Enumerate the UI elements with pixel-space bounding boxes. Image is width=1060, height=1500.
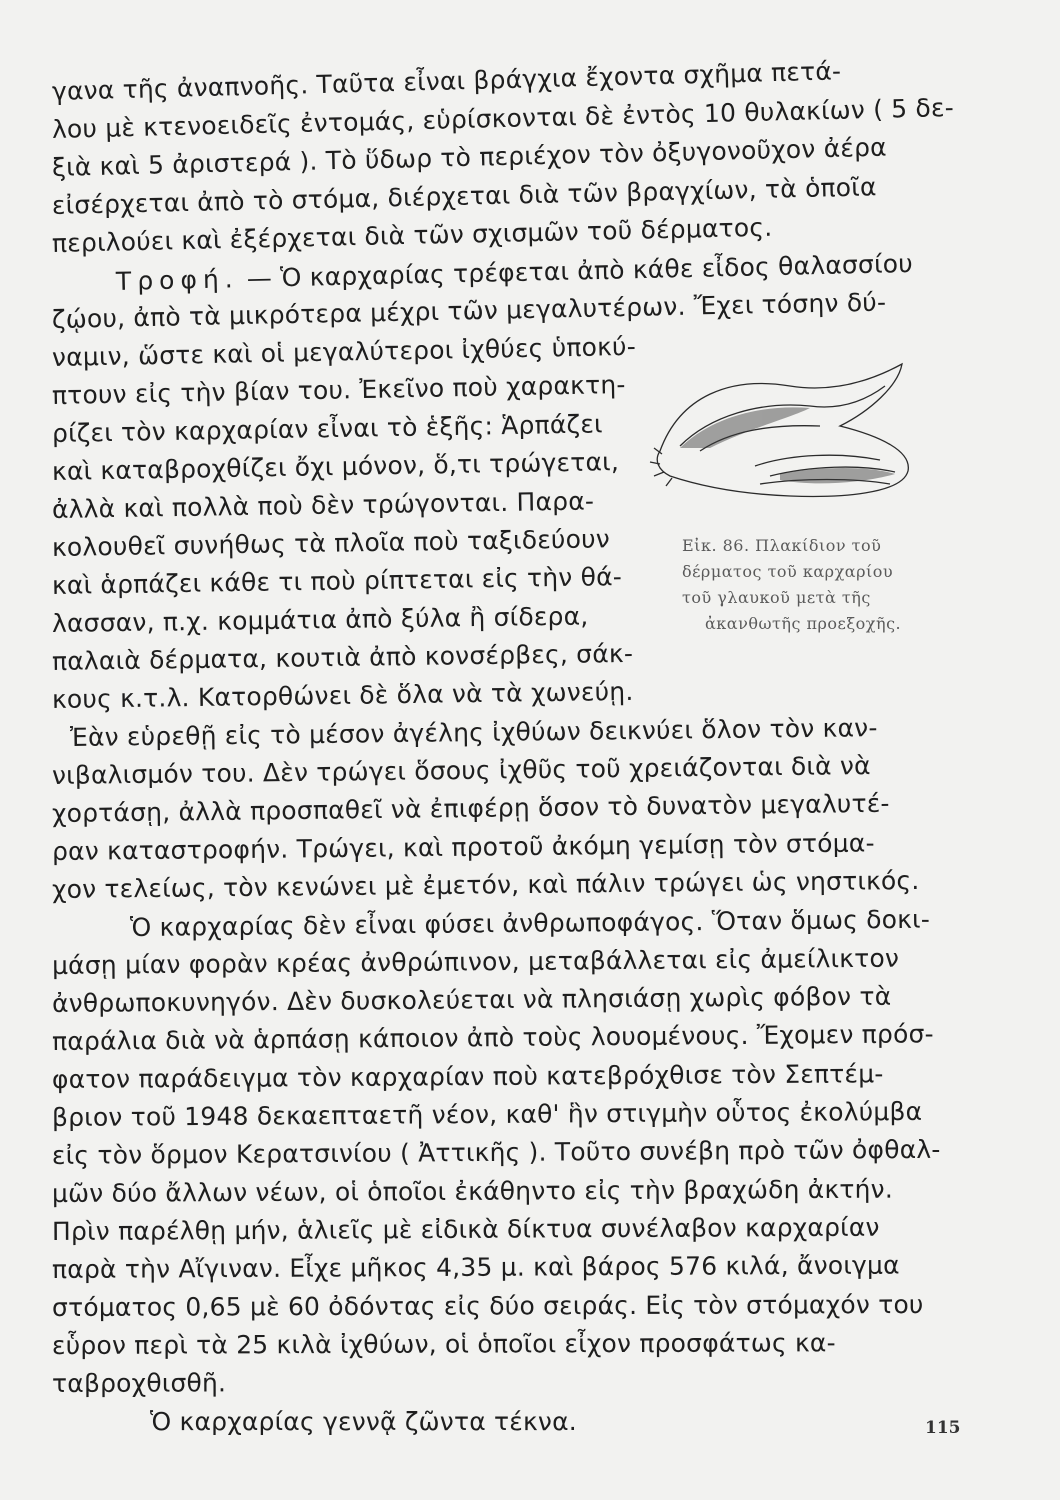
body-line: καὶ καταβροχθίζει ὄχι μόνον, ὅ,τι τρώγεται, xyxy=(51,447,620,486)
section-heading-trofi: Τροφή. xyxy=(115,264,240,296)
body-line: βριον τοῦ 1948 δεκαεπταετῆ νέον, καθ' ἣν στιγμὴν οὗτος ἐκολύμβα xyxy=(51,1096,923,1132)
body-line: καὶ ἁρπάζει κάθε τι ποὺ ρίπτεται εἰς τὴν θά- xyxy=(51,562,623,600)
figure-caption-line: δέρματος τοῦ καρχαρίου xyxy=(682,562,894,581)
body-line: χορτάσῃ, ἀλλὰ προσπαθεῖ νὰ ἐπιφέρῃ ὅσον τὸ δυνατὸν μεγαλυτέ- xyxy=(51,788,890,828)
body-line: ἀλλὰ καὶ πολλὰ ποὺ δὲν τρώγονται. Παρα- xyxy=(51,486,595,524)
body-line: ναμιν, ὥστε καὶ οἱ μεγαλύτεροι ἰχθύες ὑποκύ- xyxy=(51,331,637,372)
body-line: ξιὰ καὶ 5 ἀριστερά ). Τὸ ὕδωρ τὸ περιέχον τὸν ὀξυγονοῦχον ἀέρα xyxy=(51,132,888,182)
body-line: μάσῃ μίαν φορὰν κρέας ἀνθρώπινον, μεταβάλλεται εἰς ἀμείλικτον xyxy=(51,943,900,980)
body-line: νιβαλισμόν του. Δὲν τρώγει ὅσους ἰχθῦς τοῦ χρειάζονται διὰ νὰ xyxy=(51,750,871,790)
body-line: λασσαν, π.χ. κομμάτια ἀπὸ ξύλα ἢ σίδερα, xyxy=(51,601,589,638)
body-line: περιλούει καὶ ἐξέρχεται διὰ τῶν σχισμῶν τοῦ δέρματος. xyxy=(51,212,773,258)
trofi-line-text: — Ὁ καρχαρίας τρέφεται ἀπὸ κάθε εἶδος θαλασσίου xyxy=(238,248,914,294)
body-line: Ὁ καρχαρίας γεννᾷ ζῶντα τέκνα. xyxy=(150,1407,577,1436)
body-line: παρὰ τὴν Αἴγιναν. Εἶχε μῆκος 4,35 μ. καὶ βάρος 576 κιλά, ἄνοιγμα xyxy=(51,1250,900,1284)
body-line: ρίζει τὸν καρχαρίαν εἶναι τὸ ἑξῆς: Ἁρπάζει xyxy=(51,409,603,448)
body-line: μῶν δύο ἄλλων νέων, οἱ ὁποῖοι ἐκάθηντο εἰς τὴν βραχώδη ἀκτήν. xyxy=(51,1174,894,1208)
body-line: χον τελείως, τὸν κενώνει μὲ ἐμετόν, καὶ πάλιν τρώγει ὡς νηστικός. xyxy=(51,865,920,904)
body-line: ζῴου, ἀπὸ τὰ μικρότερα μέχρι τῶν μεγαλυτέρων. Ἔχει τόσην δύ- xyxy=(51,287,887,334)
body-line: παλαιὰ δέρματα, κουτιὰ ἀπὸ κονσέρβες, σάκ- xyxy=(51,638,634,676)
body-line: κους κ.τ.λ. Κατορθώνει δὲ ὅλα νὰ τὰ χωνεύῃ. xyxy=(51,676,634,714)
body-line: Ἐὰν εὑρεθῇ εἰς τὸ μέσον ἀγέλης ἰχθύων δεικνύει ὅλον τὸν καν- xyxy=(69,713,878,752)
figure-caption-line: ἀκανθωτῆς προεξοχῆς. xyxy=(705,614,902,633)
body-line: φατον παράδειγμα τὸν καρχαρίαν ποὺ κατεβρόχθισε τὸν Σεπτέμ- xyxy=(51,1059,884,1094)
body-line: παράλια διὰ νὰ ἁρπάσῃ κάποιον ἀπὸ τοὺς λουομένους. Ἔχομεν πρόσ- xyxy=(51,1019,934,1056)
body-line: στόματος 0,65 μὲ 60 ὀδόντας εἰς δύο σειράς. Εἰς τὸν στόμαχόν του xyxy=(51,1289,924,1322)
body-line: εἰσέρχεται ἀπὸ τὸ στόμα, διέρχεται διὰ τῶν βραγχίων, τὰ ὁποῖα xyxy=(51,172,877,220)
placoid-scale-illustration xyxy=(640,356,920,516)
body-line: εἰς τὸν ὅρμον Κερατσινίου ( Ἀττικῆς ). Τοῦτο συνέβη πρὸ τῶν ὀφθαλ- xyxy=(51,1134,941,1170)
body-line: λου μὲ κτενοειδεῖς ἐντομάς, εὑρίσκονται δὲ ἐντὸς 10 θυλακίων ( 5 δε- xyxy=(51,92,955,144)
figure-caption-line: Εἰκ. 86. Πλακίδιον τοῦ xyxy=(682,536,882,555)
body-line: εὗρον περὶ τὰ 25 κιλὰ ἰχθύων, οἱ ὁποῖοι εἶχον προσφάτως κα- xyxy=(51,1328,836,1360)
body-line: κολουθεῖ συνήθως τὰ πλοῖα ποὺ ταξιδεύουν xyxy=(51,524,611,562)
body-line: ἀνθρωποκυνηγόν. Δὲν δυσκολεύεται νὰ πλησιάσῃ χωρὶς φόβον τὰ xyxy=(51,981,892,1018)
page-number: 115 xyxy=(925,1418,961,1438)
body-line: ραν καταστροφήν. Τρώγει, καὶ προτοῦ ἀκόμη γεμίσῃ τὸν στόμα- xyxy=(51,828,875,866)
figure-caption-line: τοῦ γλαυκοῦ μετὰ τῆς xyxy=(682,588,871,607)
body-line: πτουν εἰς τὴν βίαν του. Ἐκεῖνο ποὺ χαρακτη- xyxy=(51,369,626,410)
body-line: ταβροχθισθῆ. xyxy=(51,1368,227,1398)
body-line: Πρὶν παρέλθῃ μήν, ἁλιεῖς μὲ εἰδικὰ δίκτυα συνέλαβον καρχαρίαν xyxy=(51,1212,880,1246)
body-line: γανα τῆς ἀναπνοῆς. Ταῦτα εἶναι βράγχια ἔχοντα σχῆμα πετά- xyxy=(51,56,842,106)
body-line: Ὁ καρχαρίας δὲν εἶναι φύσει ἀνθρωποφάγος. Ὅταν ὅμως δοκι- xyxy=(129,904,931,942)
